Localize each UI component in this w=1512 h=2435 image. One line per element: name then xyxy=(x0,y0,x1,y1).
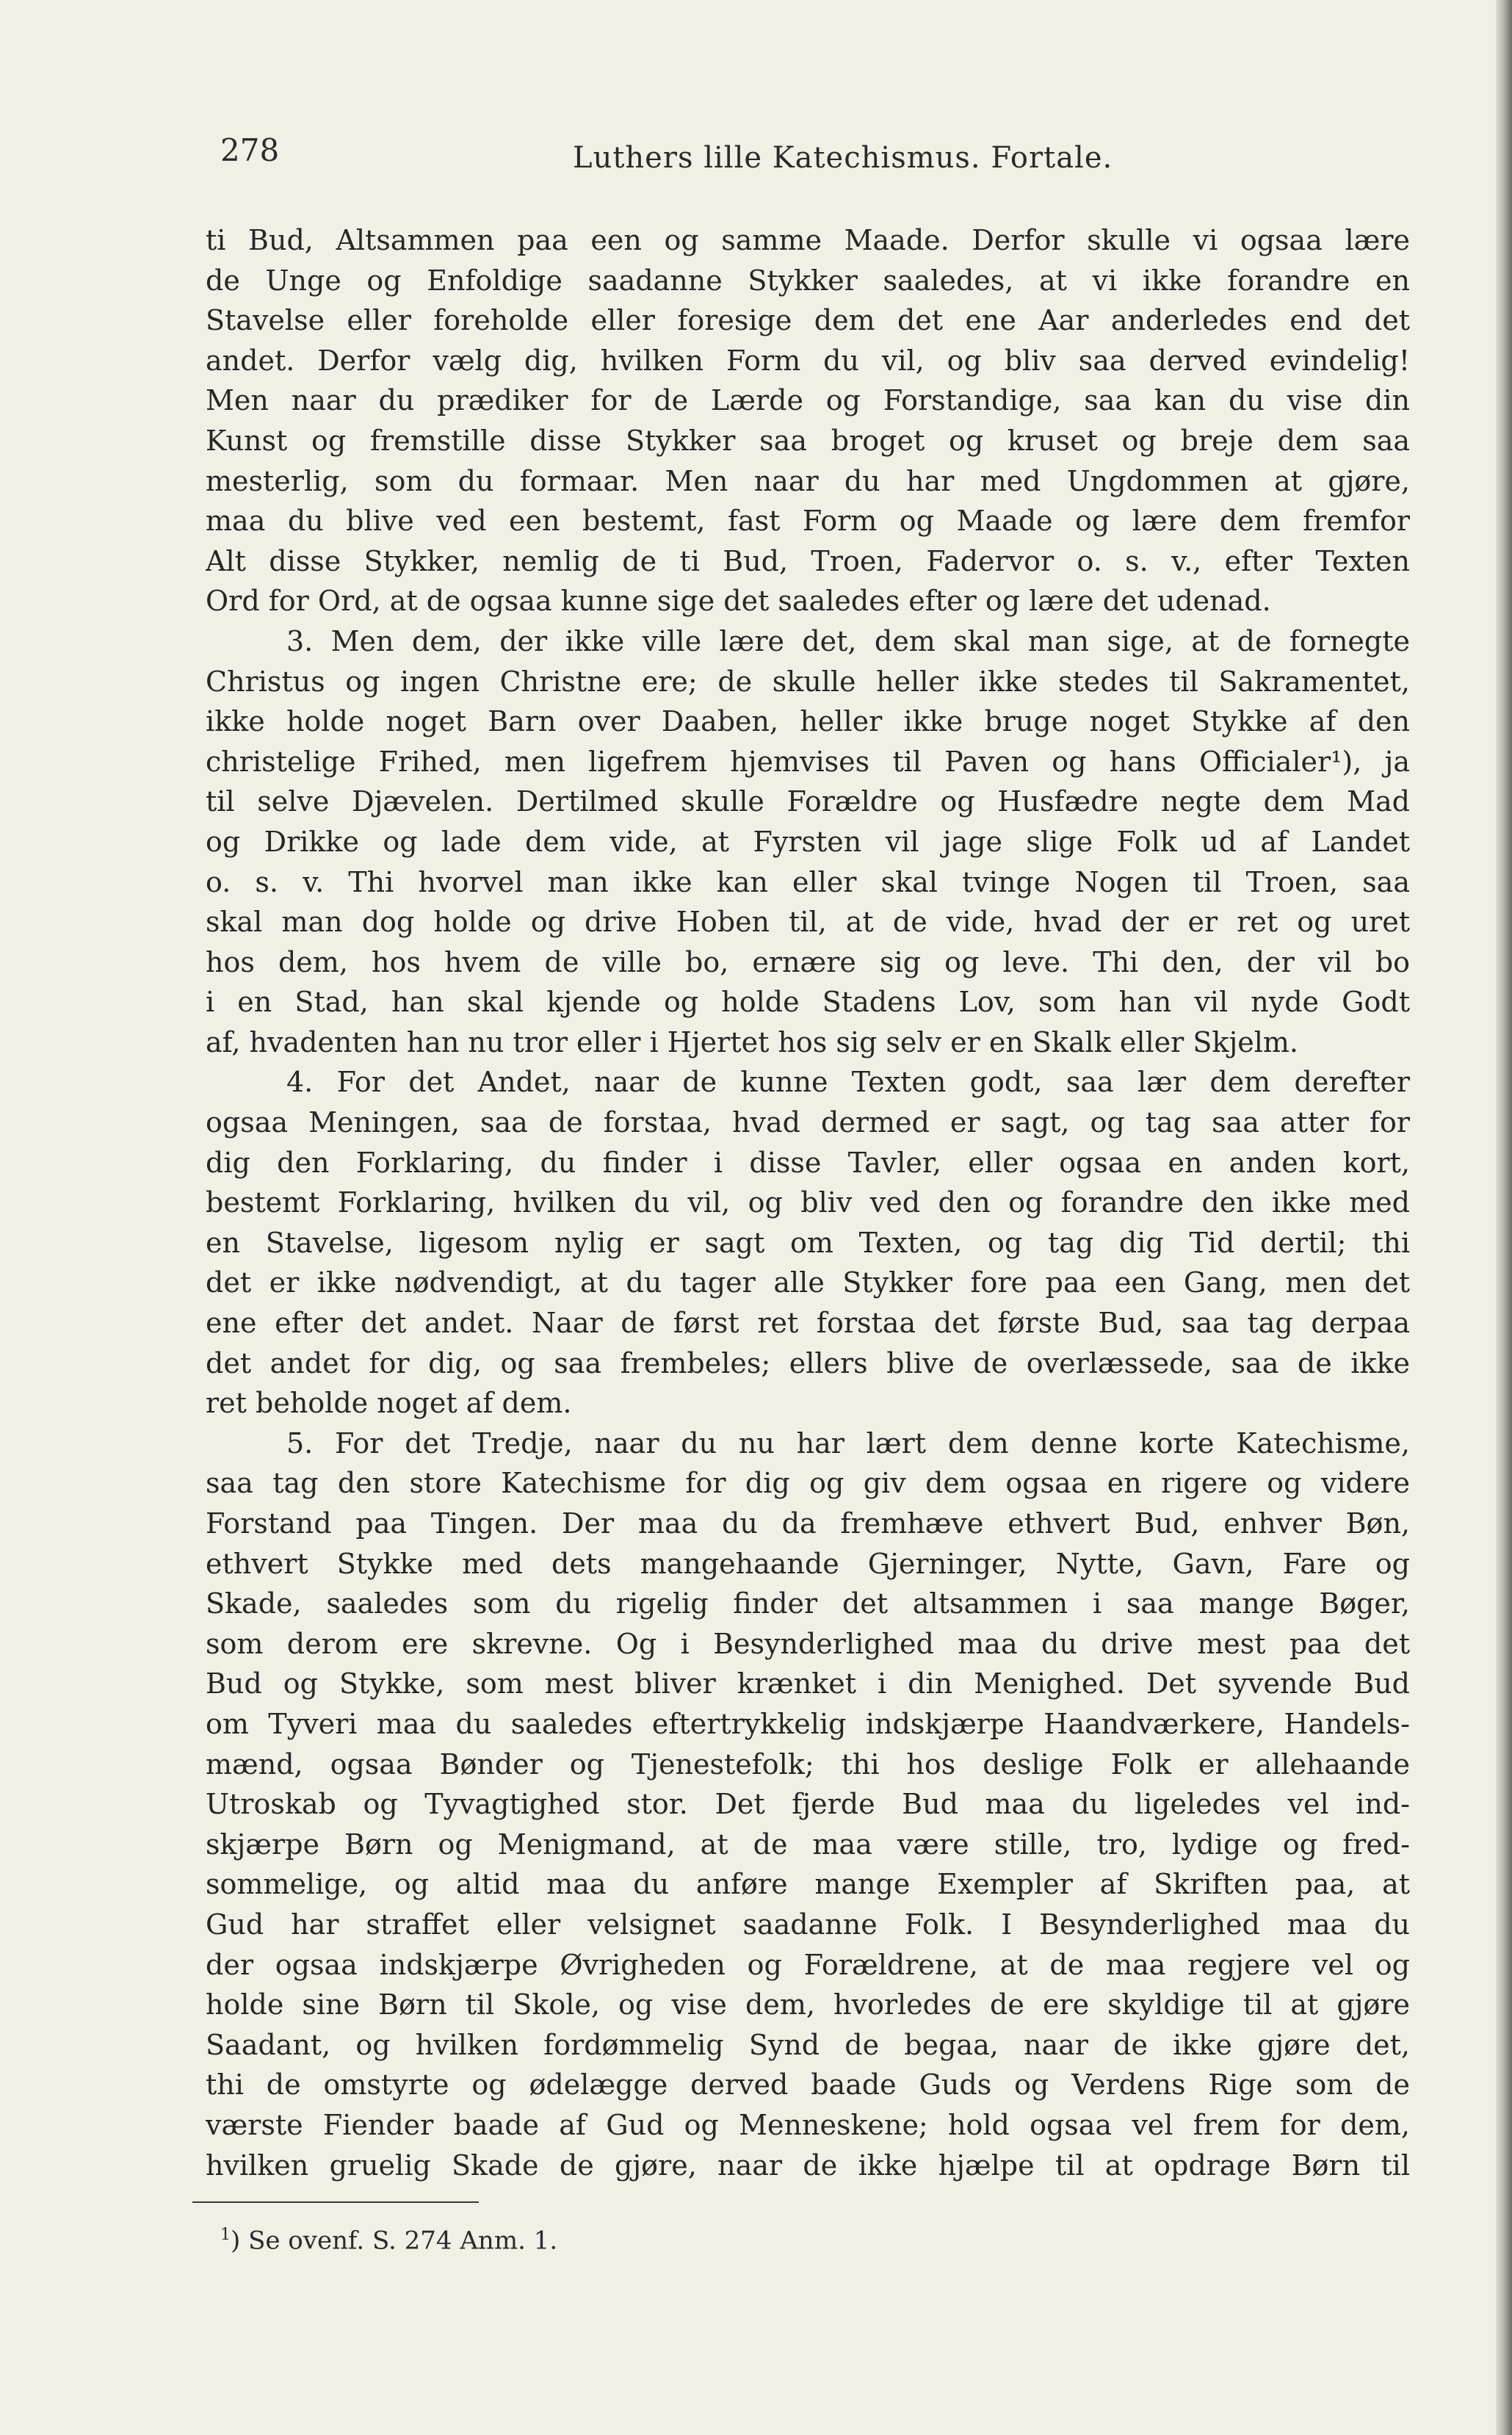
text-line: hvilken gruelig Skade de gjøre, naar de ikke hjælpe til at opdrage Børn til xyxy=(206,2149,1410,2182)
page-edge-shadow xyxy=(1496,0,1512,2435)
text-line: Men naar du prædiker for de Lærde og Forstandige, saa kan du vise din xyxy=(206,384,1410,417)
text-line: en Stavelse, ligesom nylig er sagt om Texten, og tag dig Tid dertil; thi xyxy=(206,1226,1410,1259)
text-line: af, hvadenten han nu tror eller i Hjertet hos sig selv er en Skalk eller Skjelm. xyxy=(206,1025,1298,1058)
text-line: og Drikke og lade dem vide, at Fyrsten vil jage slige Folk ud af Landet xyxy=(206,825,1410,858)
text-line: Gud har straffet eller velsignet saadanne Folk. I Besynderlighed maa du xyxy=(206,1908,1410,1941)
text-line: ikke holde noget Barn over Daaben, heller ikke bruge noget Stykke af den xyxy=(206,705,1410,738)
text-line: christelige Frihed, men ligefrem hjemvises til Paven og hans Officialer¹), ja xyxy=(206,745,1410,778)
text-line: om Tyveri maa du saaledes eftertrykkelig indskjærpe Haandværkere, Handels- xyxy=(206,1707,1410,1740)
text-line: Christus og ingen Christne ere; de skulle heller ikke stedes til Sakramentet, xyxy=(206,665,1410,698)
text-line: Skade, saaledes som du rigelig finder det altsammen i saa mange Bøger, xyxy=(206,1587,1410,1620)
text-line: Kunst og fremstille disse Stykker saa broget og kruset og breje dem saa xyxy=(206,424,1410,457)
text-line: andet. Derfor vælg dig, hvilken Form du vil, og bliv saa derved evindelig! xyxy=(206,344,1410,377)
text-line: 5. For det Tredje, naar du nu har lært dem denne korte Katechisme, xyxy=(286,1426,1410,1460)
text-line: ti Bud, Altsammen paa een og samme Maade. Derfor skulle vi ogsaa lære xyxy=(206,224,1410,256)
body-text xyxy=(206,220,1410,2185)
text-line: 4. For det Andet, naar de kunne Texten godt, saa lær dem derefter xyxy=(286,1066,1410,1099)
text-line: saa tag den store Katechisme for dig og giv dem ogsaa en rigere og videre xyxy=(206,1467,1410,1500)
text-line: ogsaa Meningen, saa de forstaa, hvad dermed er sagt, og tag saa atter for xyxy=(206,1106,1410,1139)
text-line: thi de omstyrte og ødelægge derved baade Guds og Verdens Rige som de xyxy=(206,2068,1410,2102)
footnote-marker: 1 xyxy=(220,2226,231,2244)
page-number: 278 xyxy=(220,132,280,168)
text-line: holde sine Børn til Skole, og vise dem, hvorledes de ere skyldige til at gjøre xyxy=(206,1988,1410,2021)
text-line: Saadant, og hvilken fordømmelig Synd de begaa, naar de ikke gjøre det, xyxy=(206,2028,1410,2061)
text-line: mænd, ogsaa Bønder og Tjenestefolk; thi hos deslige Folk er allehaande xyxy=(206,1747,1410,1781)
text-line: Ord for Ord, at de ogsaa kunne sige det saaledes efter og lære det udenad. xyxy=(206,585,1271,618)
text-line: værste Fiender baade af Gud og Menneskene; hold ogsaa vel frem for dem, xyxy=(206,2108,1410,2141)
running-title: Luthers lille Katechismus. Fortale. xyxy=(573,141,1113,175)
text-line: det andet for dig, og saa frembeles; ellers blive de overlæssede, saa de ikke xyxy=(206,1346,1410,1379)
text-line: de Unge og Enfoldige saadanne Stykker saaledes, at vi ikke forandre en xyxy=(206,264,1410,297)
text-line: Forstand paa Tingen. Der maa du da fremhæve ethvert Bud, enhver Bøn, xyxy=(206,1507,1410,1540)
text-line: ene efter det andet. Naar de først ret forstaa det første Bud, saa tag derpaa xyxy=(206,1307,1410,1340)
text-line: Utroskab og Tyvagtighed stor. Det fjerde Bud maa du ligeledes vel ind- xyxy=(206,1788,1410,1821)
text-line: Bud og Stykke, som mest bliver krænket i din Menighed. Det syvende Bud xyxy=(206,1667,1410,1700)
text-line: skal man dog holde og drive Hoben til, at de vide, hvad der er ret og uret xyxy=(206,906,1410,939)
text-line: ret beholde noget af dem. xyxy=(206,1387,572,1420)
text-line: dig den Forklaring, du finder i disse Tavler, eller ogsaa en anden kort, xyxy=(206,1146,1410,1179)
text-line: det er ikke nødvendigt, at du tager alle Stykker fore paa een Gang, men det xyxy=(206,1266,1410,1299)
running-head xyxy=(220,132,1395,184)
text-line: hos dem, hos hvem de ville bo, ernære sig og leve. Thi den, der vil bo xyxy=(206,945,1410,978)
text-line: ethvert Stykke med dets mangehaande Gjerninger, Nytte, Gavn, Fare og xyxy=(206,1547,1410,1580)
text-line: sommelige, og altid maa du anføre mange Exempler af Skriften paa, at xyxy=(206,1868,1410,1901)
text-line: i en Stad, han skal kjende og holde Stadens Lov, som han vil nyde Godt xyxy=(206,986,1410,1019)
text-line: mesterlig, som du formaar. Men naar du har med Ungdommen at gjøre, xyxy=(206,464,1410,497)
text-line: til selve Djævelen. Dertilmed skulle Forældre og Husfædre negte dem Mad xyxy=(206,785,1410,818)
text-line: Alt disse Stykker, nemlig de ti Bud, Troen, Fadervor o. s. v., efter Texten xyxy=(206,544,1410,577)
footnote xyxy=(220,2226,557,2255)
text-line: Stavelse eller foreholde eller foresige dem det ene Aar anderledes end det xyxy=(206,304,1410,337)
text-line: som derom ere skrevne. Og i Besynderlighed maa du drive mest paa det xyxy=(206,1627,1410,1660)
text-line: o. s. v. Thi hvorvel man ikke kan eller skal tvinge Nogen til Troen, saa xyxy=(206,865,1410,898)
text-line: skjærpe Børn og Menigmand, at de maa være stille, tro, lydige og fred- xyxy=(206,1828,1410,1861)
text-line: 3. Men dem, der ikke ville lære det, dem skal man sige, at de fornegte xyxy=(286,624,1410,657)
text-line: maa du blive ved een bestemt, fast Form og Maade og lære dem fremfor xyxy=(206,505,1410,538)
footnote-text: ) Se ovenf. S. 274 Anm. 1. xyxy=(231,2226,558,2256)
footnote-rule xyxy=(192,2201,479,2203)
text-line: bestemt Forklaring, hvilken du vil, og bliv ved den og forandre den ikke med xyxy=(206,1186,1410,1219)
text-line: der ogsaa indskjærpe Øvrigheden og Forældrene, at de maa regjere vel og xyxy=(206,1948,1410,1981)
